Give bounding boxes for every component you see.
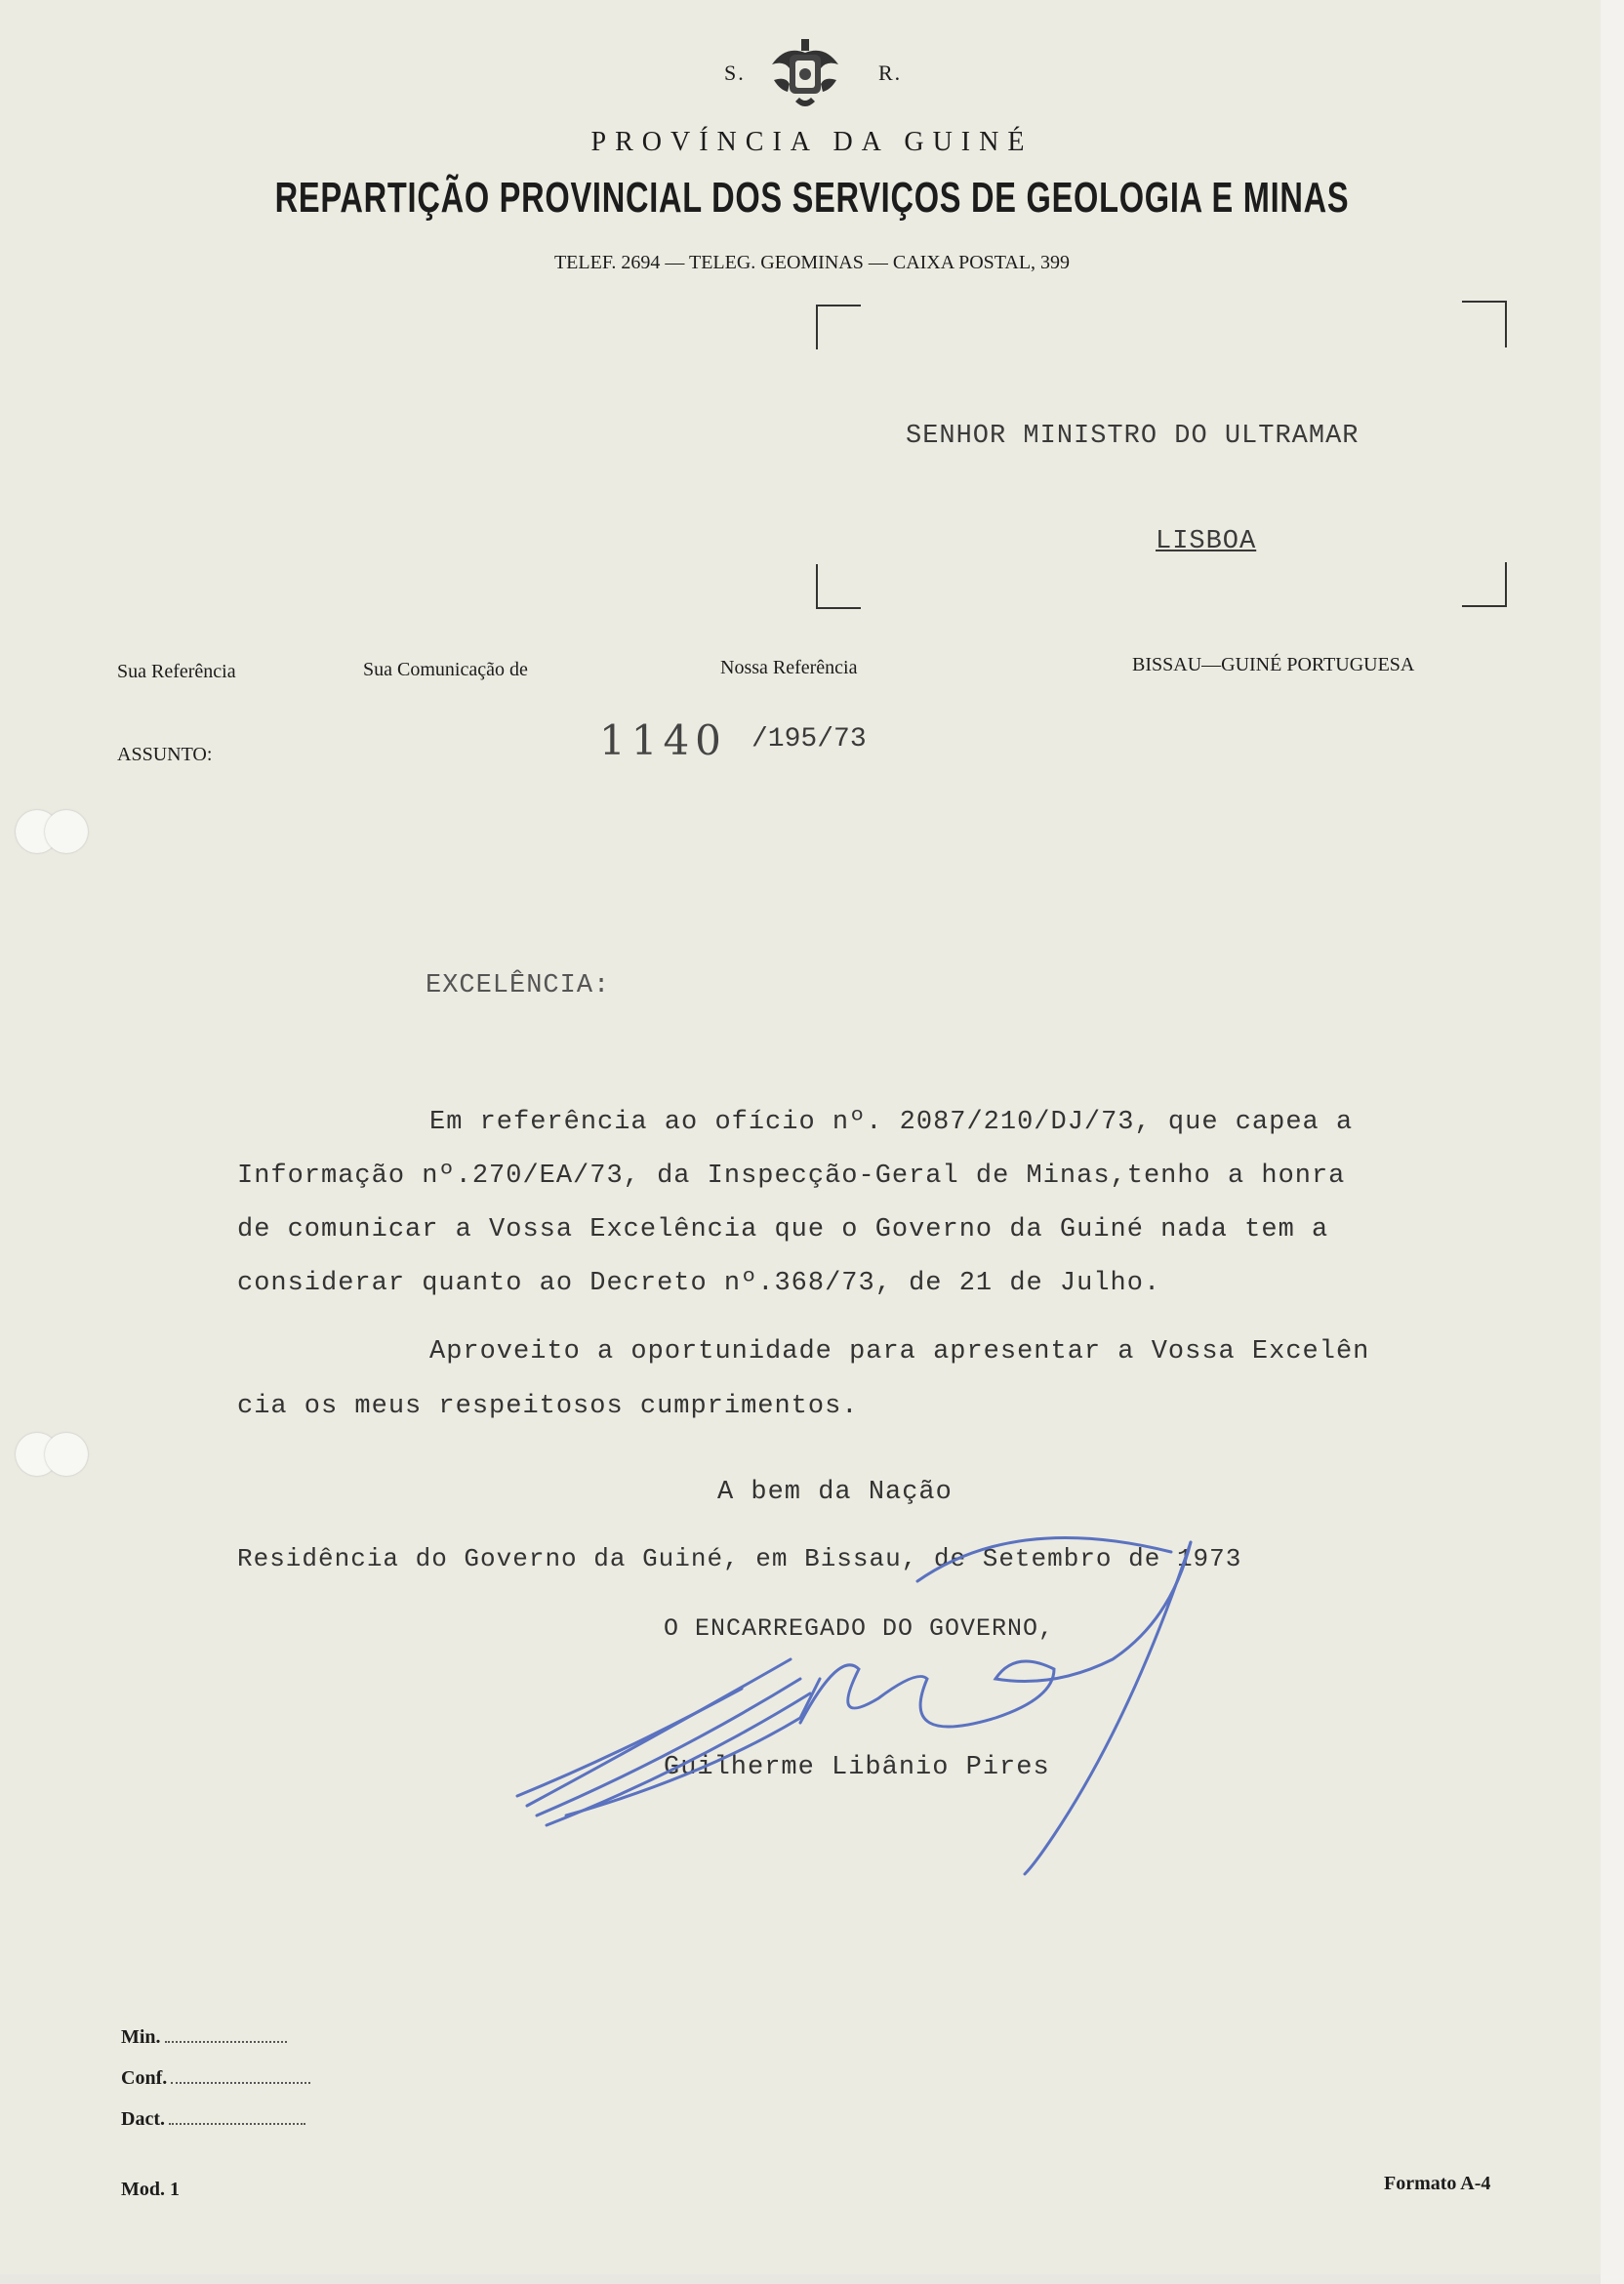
signer-name: Guilherme Libânio Pires xyxy=(664,1753,1050,1782)
coat-of-arms-icon xyxy=(766,37,844,111)
address-corner-top-right xyxy=(1462,301,1507,347)
sua-referencia-label: Sua Referência xyxy=(117,661,236,682)
para1-line-3: de comunicar a Vossa Excelência que o Governo da Guiné nada tem a xyxy=(237,1215,1329,1244)
min-label: Min. xyxy=(121,2026,161,2048)
punch-hole-upper-right xyxy=(45,810,88,853)
recipient-city: LISBOA xyxy=(1156,527,1257,556)
contact-line: TELEF. 2694 — TELEG. GEOMINAS — CAIXA POSTAL, 399 xyxy=(553,252,1071,273)
para1-line-1: Em referência ao ofício nº. 2087/210/DJ/73, que capea a xyxy=(429,1108,1354,1137)
format-label: Formato A-4 xyxy=(1384,2173,1491,2194)
handwritten-signature xyxy=(508,1523,1249,1894)
para1-line-4: considerar quanto ao Decreto nº.368/73, de 21 de Julho. xyxy=(237,1269,1161,1298)
dact-label: Dact. xyxy=(121,2108,165,2130)
punch-hole-lower-right xyxy=(45,1433,88,1476)
letterhead-right-initial: R. xyxy=(878,61,903,85)
salutation: EXCELÊNCIA: xyxy=(426,971,611,1000)
place-label: BISSAU—GUINÉ PORTUGUESA xyxy=(1132,654,1415,675)
para1-line-2: Informação nº.270/EA/73, da Inspecção-Geral de Minas,tenho a honra xyxy=(237,1162,1346,1191)
conf-label: Conf. xyxy=(121,2067,168,2089)
signer-title: O ENCARREGADO DO GOVERNO, xyxy=(664,1614,1055,1643)
reference-number-typed: /195/73 xyxy=(751,724,867,755)
address-corner-bottom-left xyxy=(816,564,861,609)
para2-line-1: Aproveito a oportunidade para apresentar a Vossa Excelên xyxy=(429,1337,1370,1366)
reference-number-stamp: 1140 xyxy=(599,716,727,764)
para2-line-2: cia os meus respeitosos cumprimentos. xyxy=(237,1392,859,1421)
agency-title: REPARTIÇÃO PROVINCIAL DOS SERVIÇOS DE GEOLOGIA E MINAS xyxy=(274,174,1350,222)
model-label: Mod. 1 xyxy=(121,2179,180,2200)
closing-motto: A bem da Nação xyxy=(717,1478,953,1507)
nossa-referencia-label: Nossa Referência xyxy=(720,657,858,678)
assunto-label: ASSUNTO: xyxy=(117,744,213,765)
place-and-date: Residência do Governo da Guiné, em Bissau, de Setembro de 1973 xyxy=(237,1544,1242,1573)
min-field xyxy=(121,2026,287,2049)
dact-field xyxy=(121,2108,305,2131)
recipient-line-1: SENHOR MINISTRO DO ULTRAMAR xyxy=(906,422,1360,451)
province-title: PROVÍNCIA DA GUINÉ xyxy=(590,127,1034,157)
address-corner-top-left xyxy=(816,305,861,349)
letterhead-left-initial: S. xyxy=(724,61,746,85)
sua-comunicacao-label: Sua Comunicação de xyxy=(363,659,528,680)
page-edge xyxy=(1601,0,1624,2284)
conf-field xyxy=(121,2067,310,2090)
address-corner-bottom-right xyxy=(1462,562,1507,607)
